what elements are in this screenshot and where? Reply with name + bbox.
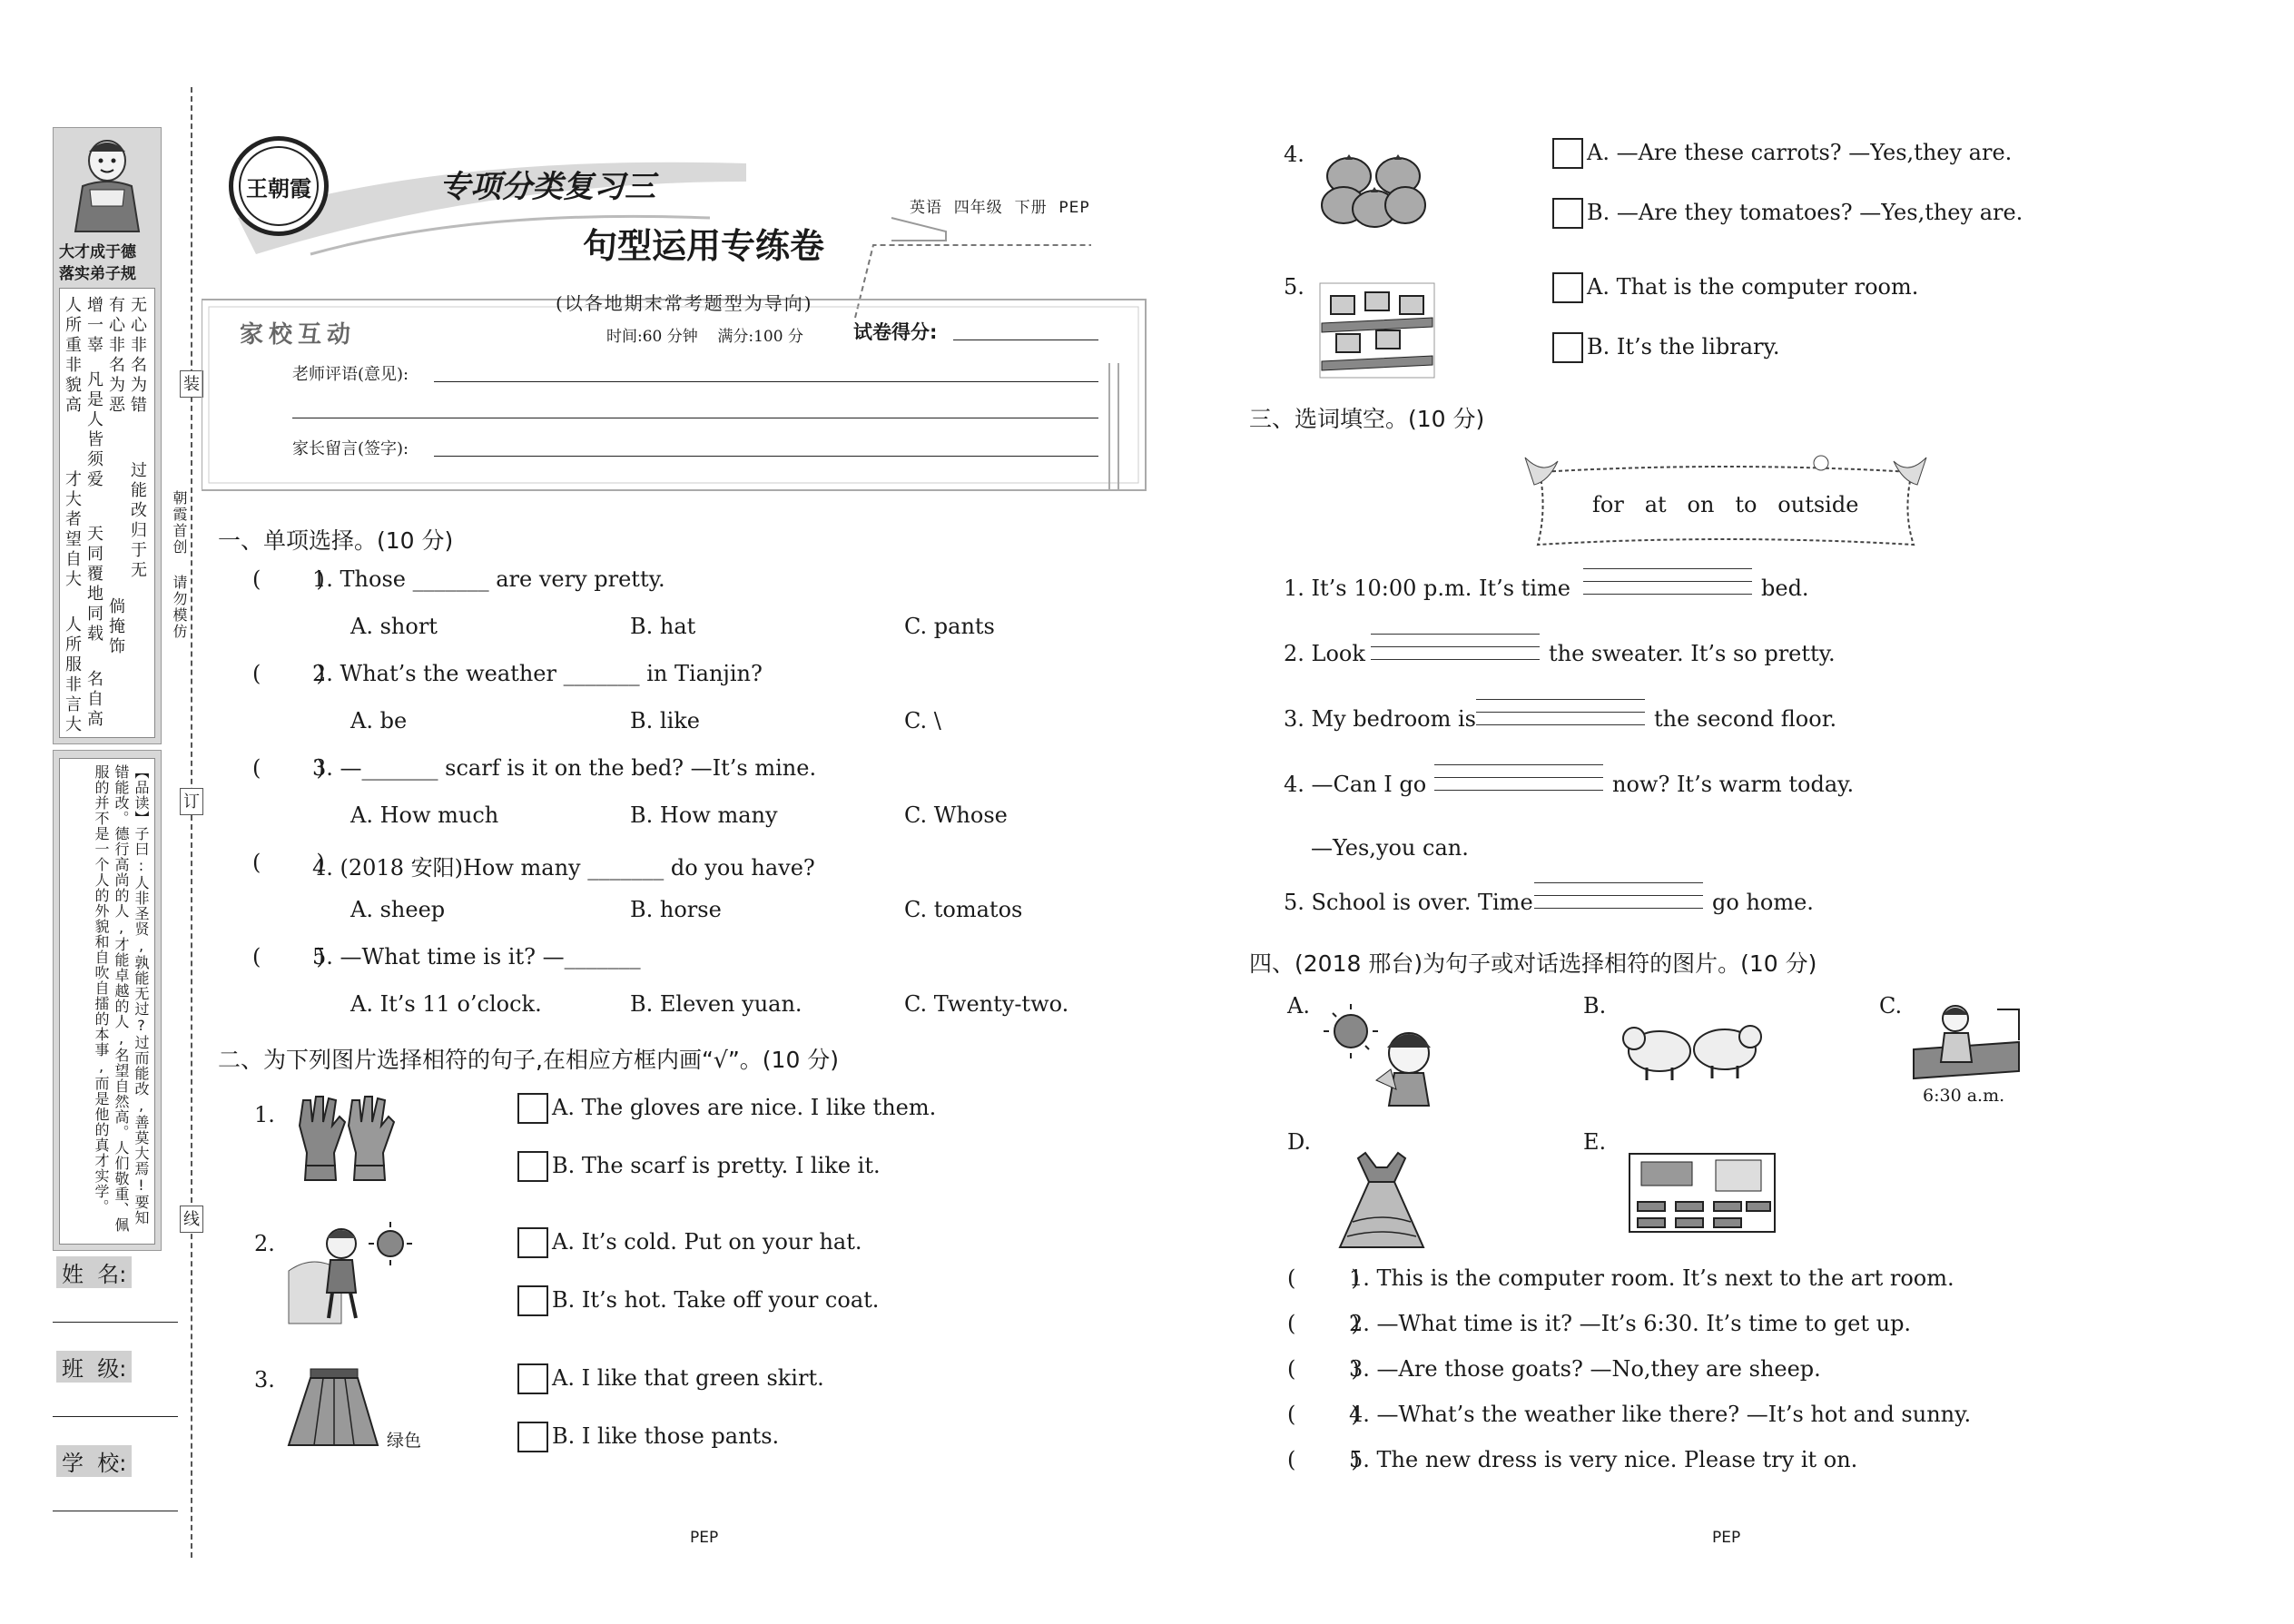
- section4-heading: 四、(2018 邢台)为句子或对话选择相符的图片。(10 分): [1249, 950, 1817, 977]
- checkbox-b[interactable]: [517, 1151, 548, 1182]
- fill-before: 4. —Can I go: [1284, 772, 1427, 797]
- item-number: 2.: [254, 1231, 275, 1256]
- item-number: 4.: [1284, 142, 1305, 167]
- poem-col: 才大者望自大: [63, 470, 82, 590]
- answer-bracket[interactable]: ( ): [252, 661, 325, 686]
- teacher-comment-line[interactable]: [434, 381, 1098, 382]
- reply-line: —Yes,you can.: [1311, 835, 1469, 861]
- fill-after: the sweater. It’s so pretty.: [1549, 641, 1836, 666]
- classroom-picture: [1629, 1153, 1776, 1233]
- choice-b: B. The scarf is pretty. I like it.: [552, 1153, 881, 1178]
- skirt-picture: [283, 1365, 383, 1451]
- checkbox-a[interactable]: [517, 1227, 548, 1258]
- choice-a: A. I like that green skirt.: [552, 1365, 824, 1391]
- fill-before: 5. School is over. Time: [1284, 890, 1533, 915]
- poem-col: 天同覆地同载: [84, 525, 103, 645]
- fill-before: 3. My bedroom is: [1284, 706, 1476, 732]
- question-stem: 1. Those _______ are very pretty.: [312, 566, 665, 592]
- answer-blank[interactable]: [1434, 764, 1603, 802]
- question-stem: 2. What’s the weather _______ in Tianjin?: [312, 661, 763, 686]
- section3-heading: 三、选词填空。(10 分): [1249, 406, 1485, 432]
- word-bank: [1521, 448, 1930, 554]
- fill-item: [1284, 886, 2010, 931]
- match-question: 5. The new dress is very nice. Please try it on.: [1349, 1447, 1858, 1472]
- dress-picture: [1334, 1149, 1429, 1251]
- exam-subtitle: (以各地期末常考题型为导向): [556, 292, 813, 314]
- checkbox-a[interactable]: [1552, 272, 1583, 303]
- reading-panel: [53, 750, 162, 1251]
- checkbox-b[interactable]: [517, 1422, 548, 1452]
- poem-col: 增一辜: [84, 296, 103, 356]
- footer-right: PEP: [1712, 1529, 1741, 1547]
- match-question: 3. —Are those goats? —No,they are sheep.: [1349, 1356, 1821, 1382]
- tear-mark: 订: [180, 788, 203, 815]
- choice-a: A. That is the computer room.: [1587, 274, 1919, 300]
- answer-bracket[interactable]: ( ): [1287, 1311, 1360, 1336]
- picture-letter: B.: [1583, 993, 1607, 1019]
- poem-box: [59, 288, 155, 738]
- poem-col: 人所重非貌高: [63, 296, 82, 416]
- fill-before: 1. It’s 10:00 p.m. It’s time: [1284, 576, 1571, 601]
- answer-bracket[interactable]: ( ): [252, 755, 325, 781]
- subject-tags: 英语 四年级 下册 PEP: [910, 199, 1090, 217]
- poem-col: 人所服非言大: [63, 615, 82, 735]
- picture-letter: D.: [1287, 1129, 1312, 1155]
- motto-top: 大才成于德: [59, 243, 136, 261]
- school-field[interactable]: [53, 1445, 180, 1518]
- checkbox-a[interactable]: [1552, 138, 1583, 169]
- answer-bracket[interactable]: ( ): [1287, 1356, 1360, 1382]
- tomatoes-picture: [1320, 149, 1429, 231]
- sidebar: [53, 127, 162, 1253]
- fill-after: bed.: [1761, 576, 1809, 601]
- copyright-note: 朝霞首创 请勿模仿: [171, 490, 188, 640]
- poem-col: 名自高: [84, 670, 103, 730]
- computer-room-picture: [1318, 281, 1436, 379]
- checkbox-a[interactable]: [517, 1093, 548, 1124]
- tear-line: [191, 87, 192, 1558]
- fill-after: the second floor.: [1654, 706, 1837, 732]
- name-field[interactable]: [53, 1256, 180, 1329]
- hot-boy-picture: [287, 1216, 414, 1325]
- footer-left: PEP: [690, 1529, 719, 1547]
- name-label: 姓 名:: [56, 1256, 132, 1288]
- main-title: 句型运用专练卷: [583, 226, 825, 266]
- item-number: 3.: [254, 1367, 275, 1393]
- reading-box: [59, 758, 155, 1245]
- answer-blank[interactable]: [1534, 882, 1703, 920]
- answer-bracket[interactable]: ( ): [252, 944, 325, 969]
- option-b[interactable]: B. hat: [630, 614, 696, 639]
- class-label: 班 级:: [56, 1351, 132, 1383]
- answer-blank[interactable]: [1476, 699, 1645, 737]
- sidebar-motto-panel: [53, 127, 162, 744]
- fill-before: 2. Look: [1284, 641, 1365, 666]
- answer-blank[interactable]: [1583, 568, 1752, 606]
- class-field[interactable]: [53, 1351, 180, 1423]
- sheep-picture: [1620, 1011, 1765, 1084]
- teacher-comment-label: 老师评语(意见):: [292, 365, 409, 384]
- picture-letter: C.: [1879, 993, 1903, 1019]
- answer-blank[interactable]: [1371, 634, 1540, 672]
- skirt-caption: 绿色: [387, 1431, 422, 1451]
- item-number: 1.: [254, 1102, 275, 1127]
- checkbox-b[interactable]: [1552, 332, 1583, 363]
- wake-up-picture: [1912, 999, 2021, 1082]
- answer-bracket[interactable]: ( ): [252, 850, 325, 875]
- poem-col: 凡是人皆须爱: [84, 370, 103, 490]
- question-stem: 4. (2018 安阳)How many _______ do you have?: [312, 855, 815, 881]
- question-stem: 5. —What time is it? —_______: [312, 944, 641, 969]
- item-number: 5.: [1284, 274, 1305, 300]
- choice-b: B. I like those pants.: [552, 1423, 780, 1449]
- option-b[interactable]: B. How many: [630, 802, 778, 828]
- tear-mark: 线: [180, 1206, 203, 1233]
- choice-a: A. The gloves are nice. I like them.: [552, 1095, 937, 1120]
- choice-b: B. —Are they tomatoes? —Yes,they are.: [1587, 200, 2023, 225]
- checkbox-a[interactable]: [517, 1363, 548, 1394]
- answer-bracket[interactable]: ( ): [1287, 1265, 1360, 1291]
- choice-a: A. —Are these carrots? —Yes,they are.: [1587, 140, 2013, 165]
- poem-col: 无心非名为错: [128, 296, 147, 416]
- picture-letter: A.: [1287, 993, 1310, 1019]
- option-a[interactable]: A. It’s 11 o’clock.: [350, 991, 542, 1017]
- fill-item: [1284, 572, 2010, 617]
- student-info: [53, 1256, 180, 1529]
- option-a[interactable]: A. short: [350, 614, 438, 639]
- match-question: 1. This is the computer room. It’s next to the art room.: [1349, 1265, 1954, 1291]
- option-b[interactable]: B. Eleven yuan.: [630, 991, 802, 1017]
- reading-text: 【品读】子曰:人非圣贤,孰能无过?过而能改,善莫大焉!要知错能改。德行高尚的人,才能卓越的人,名望自然高。人们敬重、佩服的并不是一个人的外貌和自吹自擂的本事,而是他的真才实学。: [93, 764, 150, 1233]
- sunny-girl-picture: [1322, 999, 1449, 1107]
- option-c[interactable]: C. pants: [904, 614, 995, 639]
- checkbox-b[interactable]: [1552, 198, 1583, 229]
- option-c[interactable]: C. tomatos: [904, 897, 1023, 922]
- choice-b: B. It’s the library.: [1587, 334, 1780, 359]
- time-info: 时间:60 分钟 满分:100 分: [606, 328, 803, 346]
- option-a[interactable]: A. be: [350, 708, 408, 733]
- motto-bottom: 落实弟子规: [59, 265, 136, 283]
- series-title: 专项分类复习三: [439, 169, 655, 205]
- gloves-picture: [290, 1089, 409, 1189]
- fill-after: go home.: [1712, 890, 1814, 915]
- option-c[interactable]: C. Twenty-two.: [904, 991, 1069, 1017]
- fill-item: [1284, 703, 2010, 748]
- answer-bracket[interactable]: ( ): [1287, 1402, 1360, 1427]
- question-stem: 3. —_______ scarf is it on the bed? —It’s mine.: [312, 755, 817, 781]
- tear-mark: 装: [180, 370, 203, 398]
- publisher-logo: [229, 136, 329, 236]
- option-c[interactable]: C. \: [904, 708, 941, 733]
- word-bank-words: for at on to outside: [1592, 492, 1859, 517]
- section2-heading: 二、为下列图片选择相符的句子,在相应方框内画“√”。(10 分): [218, 1047, 840, 1073]
- poem-col: 过能改归于无: [128, 461, 147, 581]
- school-label: 学 校:: [56, 1445, 132, 1477]
- wake-up-caption: 6:30 a.m.: [1923, 1086, 2005, 1106]
- fill-item: [1284, 768, 2010, 813]
- option-b[interactable]: B. like: [630, 708, 700, 733]
- option-c[interactable]: C. Whose: [904, 802, 1008, 828]
- section1-heading: 一、单项选择。(10 分): [218, 527, 454, 554]
- match-question: 4. —What’s the weather like there? —It’s hot and sunny.: [1349, 1402, 1972, 1427]
- header-banner: [202, 118, 1164, 499]
- poem-col: 倘掩饰: [106, 597, 125, 657]
- parent-comment-line[interactable]: [434, 456, 1098, 457]
- picture-letter: E.: [1583, 1129, 1607, 1155]
- match-question: 2. —What time is it? —It’s 6:30. It’s time to get up.: [1349, 1311, 1912, 1336]
- fill-after: now? It’s warm today.: [1612, 772, 1855, 797]
- poem-col: 有心非名为恶: [106, 296, 125, 416]
- checkbox-b[interactable]: [517, 1285, 548, 1316]
- logo-text: 王朝霞: [246, 174, 311, 202]
- parent-comment-label: 家长留言(签字):: [292, 439, 409, 458]
- fill-item: [1284, 637, 2010, 683]
- option-a[interactable]: A. How much: [350, 802, 499, 828]
- choice-a: A. It’s cold. Put on your hat.: [552, 1229, 862, 1255]
- scholar-figure: [63, 133, 152, 233]
- option-a[interactable]: A. sheep: [350, 897, 446, 922]
- choice-b: B. It’s hot. Take off your coat.: [552, 1287, 880, 1313]
- answer-bracket[interactable]: ( ): [1287, 1447, 1360, 1472]
- home-school-label: 家校互动: [240, 321, 357, 349]
- answer-bracket[interactable]: ( ): [252, 566, 325, 592]
- option-b[interactable]: B. horse: [630, 897, 722, 922]
- score-label: 试卷得分:: [853, 321, 938, 343]
